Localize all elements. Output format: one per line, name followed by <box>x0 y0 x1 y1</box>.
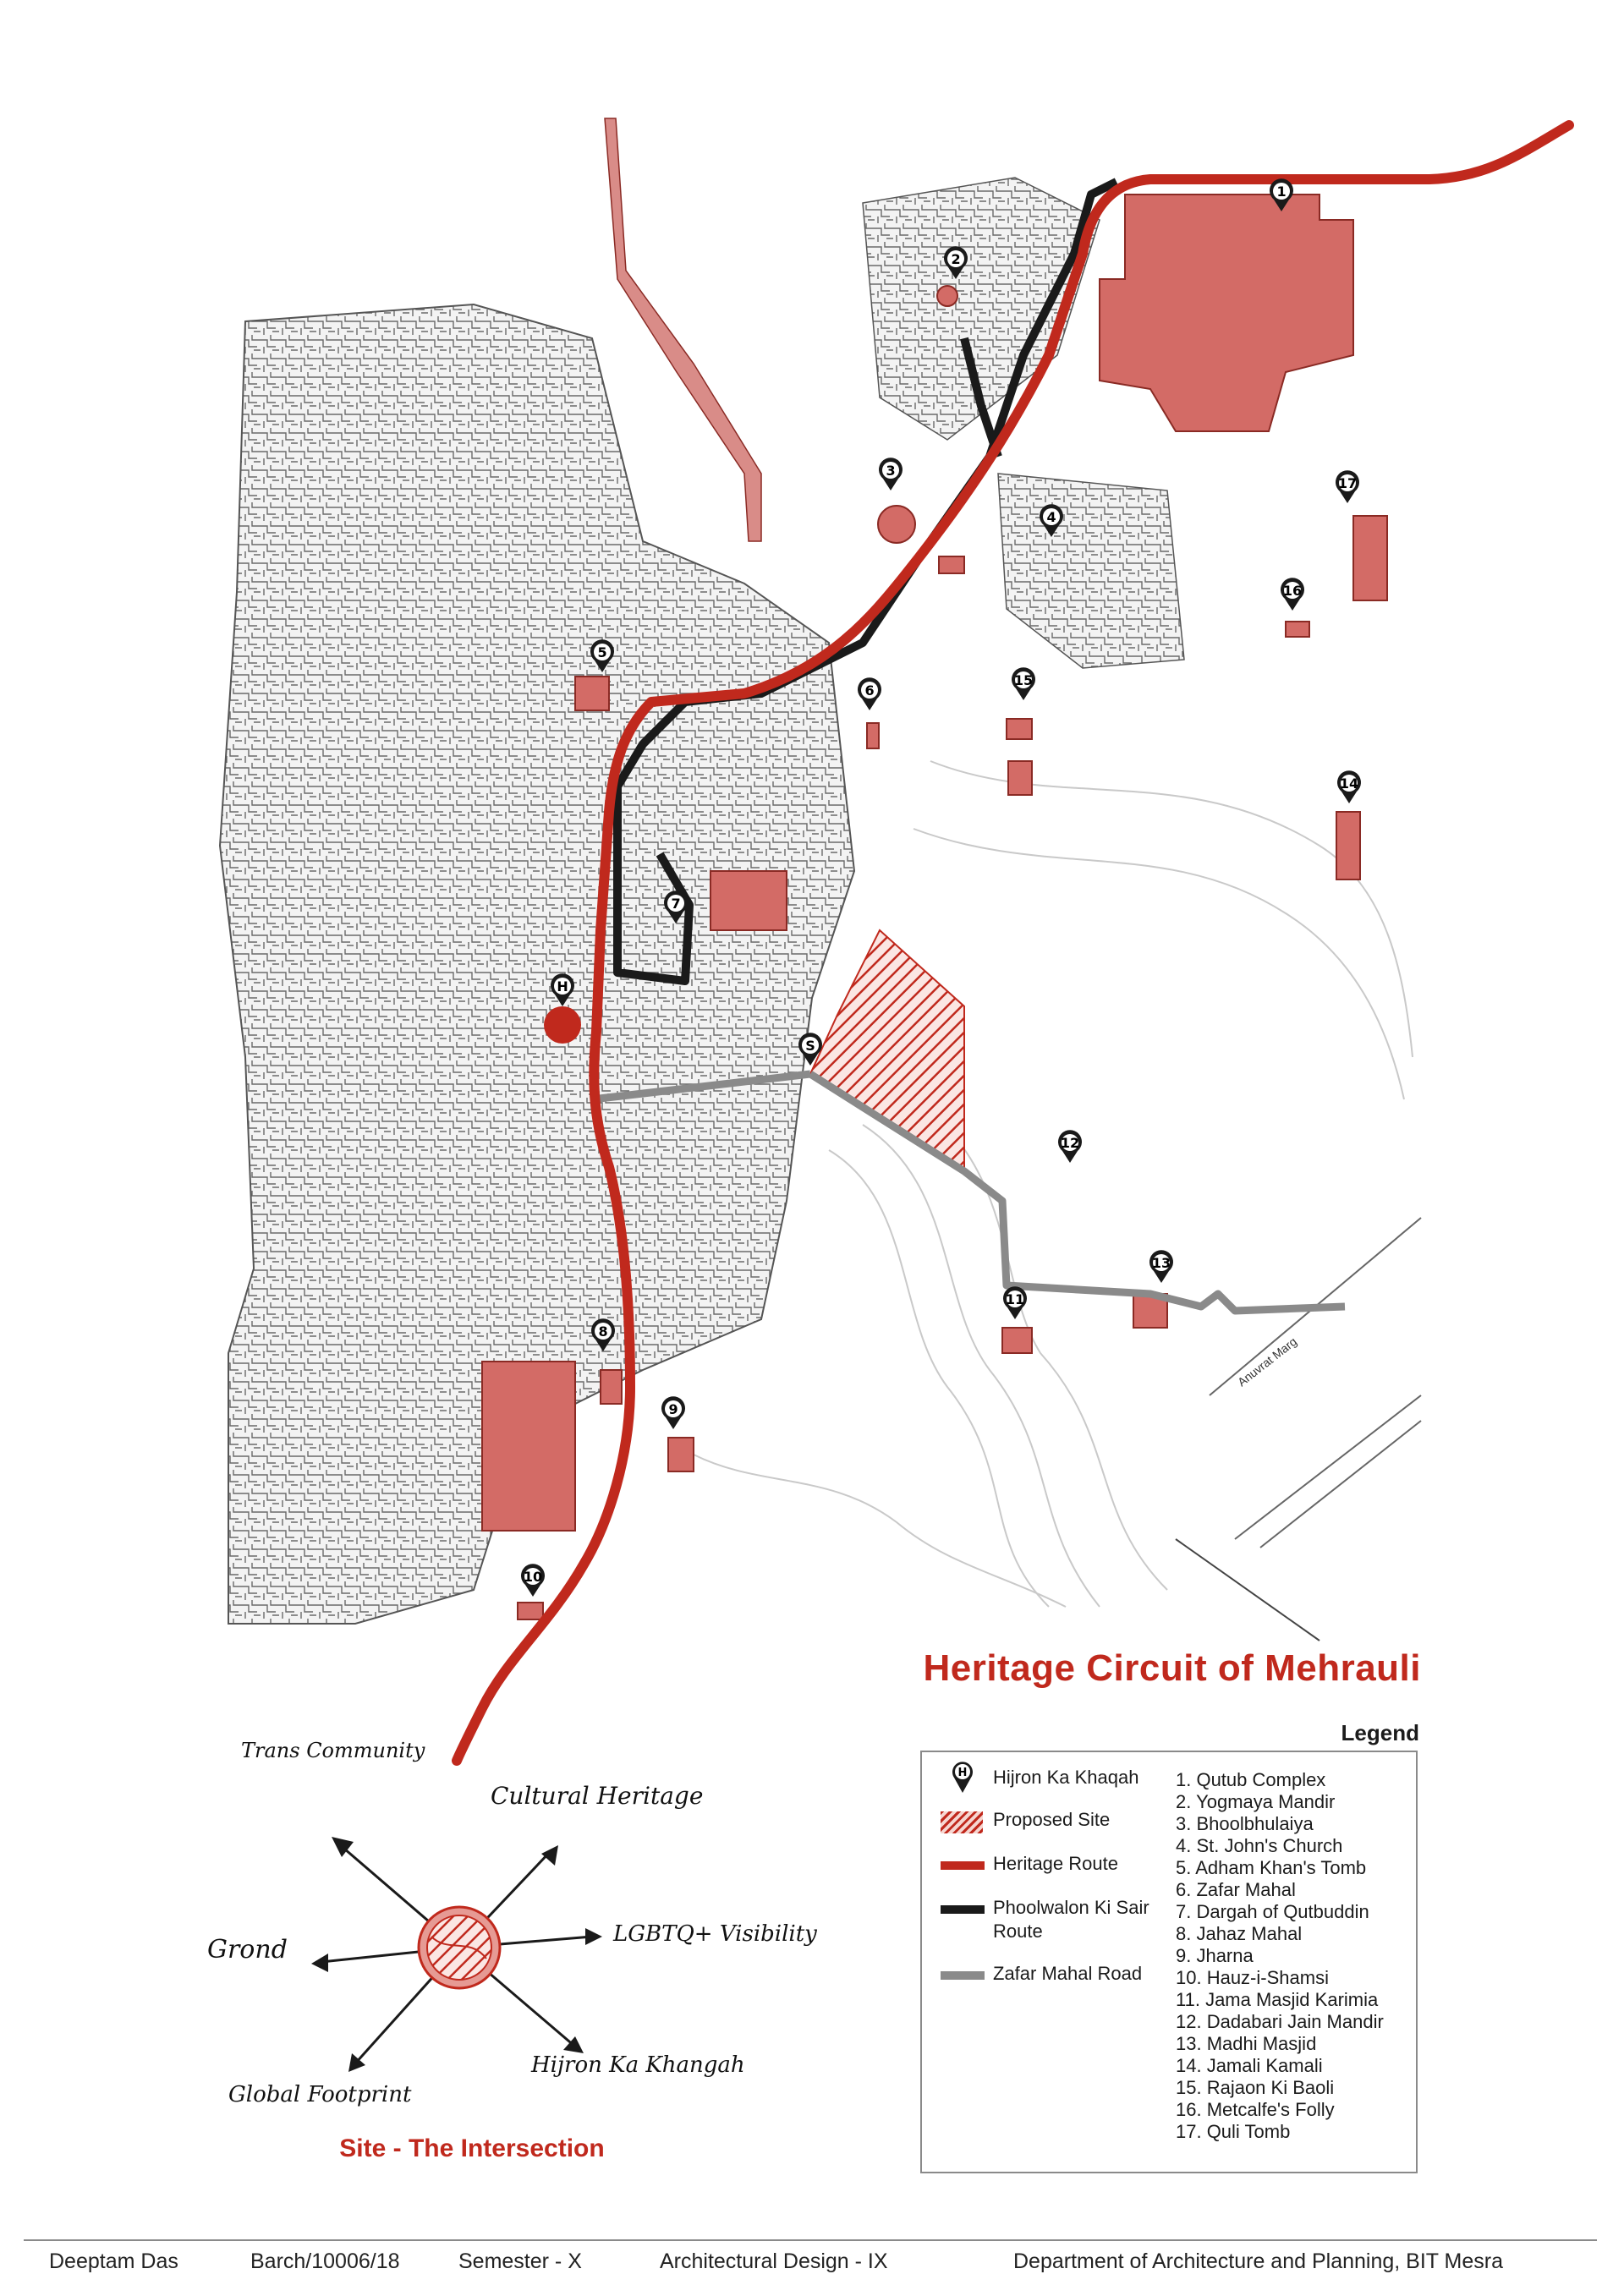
map-title: Heritage Circuit of Mehrauli <box>923 1647 1421 1689</box>
marker-13[interactable]: 13 <box>1151 1255 1171 1271</box>
footer-divider <box>24 2239 1597 2241</box>
label-global-footprint: Global Footprint <box>228 2082 412 2107</box>
site-list-item: 11. Jama Masjid Karimia <box>1176 1989 1379 2010</box>
svg-text:H: H <box>957 1767 968 1779</box>
site-list-item: 1. Qutub Complex <box>1176 1769 1326 1790</box>
marker-s[interactable]: S <box>805 1038 815 1054</box>
footer-author: Deeptam Das <box>49 2249 178 2273</box>
marker-12[interactable]: 12 <box>1060 1135 1080 1151</box>
site-list-item: 15. Rajaon Ki Baoli <box>1176 2077 1335 2098</box>
red-line-swatch-icon <box>941 1861 985 1870</box>
marker-6[interactable]: 6 <box>864 682 875 699</box>
site-list-item: 10. Hauz-i-Shamsi <box>1176 1967 1329 1988</box>
grey-line-swatch-icon <box>941 1971 985 1980</box>
label-trans-community: Trans Community <box>241 1739 425 1762</box>
site-list-item: 12. Dadabari Jain Mandir <box>1176 2011 1384 2032</box>
marker-5[interactable]: 5 <box>597 644 607 660</box>
marker-8[interactable]: 8 <box>598 1323 608 1340</box>
diagram-caption: Site - The Intersection <box>339 2134 605 2162</box>
site-list-item: 2. Yogmaya Mandir <box>1176 1791 1336 1812</box>
site-list <box>1176 1769 1384 2143</box>
h-pin-icon <box>951 1761 974 1795</box>
hijron-ka-khaqah-site <box>544 1006 581 1044</box>
legend-heading: Legend <box>1341 1720 1419 1745</box>
marker-9[interactable]: 9 <box>668 1401 678 1417</box>
legend: H Hijron Ka Khaqah Proposed Site Heritage Route Phoolwalon Ki Sair Route Zafar Mahal Road 1. Qutub Complex 2. Yogmaya Mandir 3. Bhoolbhulaiya 4. St. John's Church 5. Adham Khan's Tomb 6. Zafar Mahal 7. Dargah of Qutbuddin 8. Jahaz Mahal 9. Jharna 10. Hauz-i-Shamsi 11. Jama Masjid Karimia 12. Dadabari Jain Mandir 13. Madhi Masjid 14. Jamali Kamali 15. Rajaon Ki Baoli 16. Metcalfe's Folly 17. Quli Tomb <box>920 1751 1418 2173</box>
label-cultural-heritage: Cultural Heritage <box>491 1782 704 1810</box>
site-list-item: 7. Dargah of Qutbuddin <box>1176 1901 1369 1922</box>
intersection-diagram <box>207 1739 817 2107</box>
black-line-swatch-icon <box>941 1905 985 1914</box>
marker-10[interactable]: 10 <box>523 1569 543 1585</box>
site-list-item: 3. Bhoolbhulaiya <box>1176 1813 1314 1834</box>
marker-17[interactable]: 17 <box>1337 475 1358 491</box>
marker-h[interactable]: H <box>557 978 568 995</box>
site-list-item: 9. Jharna <box>1176 1945 1254 1966</box>
site-list-item: 8. Jahaz Mahal <box>1176 1923 1303 1944</box>
site-hauz-i-shamsi-block <box>482 1362 575 1531</box>
marker-1[interactable]: 1 <box>1276 184 1287 200</box>
site-list-item: 5. Adham Khan's Tomb <box>1176 1857 1367 1878</box>
marker-15[interactable]: 15 <box>1013 672 1034 688</box>
label-grond: Grond <box>207 1935 288 1964</box>
marker-2[interactable]: 2 <box>951 251 961 267</box>
footer-department: Department of Architecture and Planning, BIT Mesra <box>1013 2249 1504 2273</box>
marker-16[interactable]: 16 <box>1282 583 1303 599</box>
marker-7[interactable]: 7 <box>671 896 681 912</box>
footer-course: Architectural Design - IX <box>660 2249 888 2273</box>
marker-3[interactable]: 3 <box>886 463 896 479</box>
site-list-item: 4. St. John's Church <box>1176 1835 1343 1856</box>
footer-semester: Semester - X <box>458 2249 582 2273</box>
marker-14[interactable]: 14 <box>1339 775 1359 792</box>
marker-4[interactable]: 4 <box>1046 509 1056 525</box>
label-lgbtq-visibility: LGBTQ+ Visibility <box>613 1921 817 1947</box>
site-list-item: 13. Madhi Masjid <box>1176 2033 1317 2054</box>
marker-11[interactable]: 11 <box>1005 1291 1025 1307</box>
site-list-item: 14. Jamali Kamali <box>1176 2055 1323 2076</box>
site-list-item: 6. Zafar Mahal <box>1176 1879 1296 1900</box>
site-list-item: 17. Quli Tomb <box>1176 2121 1291 2142</box>
road-label-anuvrat-marg: Anuvrat Marg <box>1234 1334 1300 1389</box>
hatch-swatch-icon <box>941 1811 983 1833</box>
label-hijron-ka-khangah: Hijron Ka Khangah <box>531 2052 745 2078</box>
site-list-item: 16. Metcalfe's Folly <box>1176 2099 1335 2120</box>
footer-roll: Barch/10006/18 <box>250 2249 400 2273</box>
